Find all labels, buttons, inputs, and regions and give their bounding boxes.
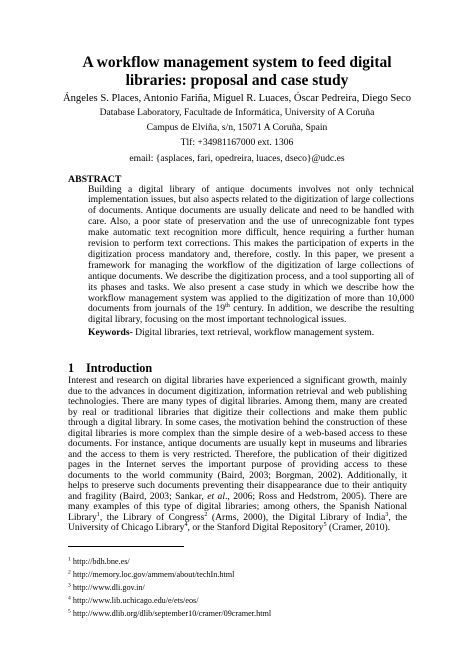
footnote-number: 5: [68, 608, 71, 615]
footnote-2: [68, 568, 271, 581]
section-number: 1: [68, 361, 75, 375]
footnote-ref-4: 4: [184, 520, 188, 528]
section-heading-introduction: [68, 361, 152, 375]
footnote-ref-2: 2: [204, 510, 208, 518]
abstract-body: [88, 185, 414, 327]
footnote-url: http://bdh.bne.es/: [70, 557, 130, 566]
intro-text-7: (Cramer, 2010).: [326, 522, 391, 533]
footnote-5: [68, 607, 271, 620]
footnote-ref-5: 5: [323, 520, 327, 528]
phone-number: Tlf: +34981167000 ext. 1306: [180, 137, 294, 148]
affiliation-address: Campus de Elviña, s/n, 15071 A Coruña, Spain: [146, 122, 328, 133]
footnote-number: 4: [68, 595, 71, 602]
intro-text-4: (Arms, 2000), the Digital Library of India: [207, 511, 386, 523]
affiliation-lab: Database Laboratory, Facultade de Informática, University of A Coruña: [99, 107, 375, 118]
abstract-text-part-2: century. In addition, we describe the resulting digital library, focusing on the most important technological issues.: [88, 303, 414, 326]
introduction-paragraph: [68, 376, 407, 534]
ordinal-suffix: th: [225, 302, 230, 310]
email-addresses: email: {asplaces, fari, opedreira, luaces, dseco}@udc.es: [129, 153, 345, 164]
footnote-1: [68, 555, 271, 568]
footnotes-list: [68, 555, 271, 620]
intro-text-5: , the University of Chicago Library: [68, 511, 407, 533]
footnote-3: [68, 581, 271, 594]
intro-text-6: , or the Stanford Digital Repository: [187, 522, 324, 533]
abstract-text-part-1: Building a digital library of antique documents involves not only technical implementation issues, but also aspects related to the digitization of large collections of documents. Antique documents are usually delicate and need to be handled with care. Also, a poor state of preservation and the use of unrecognizable font types make automatic text recognition more difficult, hence requiring a further human revision to perform text corrections. This makes the participation of experts in the digitization process mandatory and, therefore, costly. In this paper, we present a framework for managing the workflow of the digitization of large collections of antique documents. We describe the digitization process, and a tool supporting all of its phases and tasks. We also present a case study in which we describe how the workflow management system was applied to the digitization of more than 10,000 documents from journals of the 19: [88, 183, 414, 315]
keywords-label: Keywords-: [88, 327, 133, 338]
footnote-number: 1: [68, 556, 71, 563]
footnote-divider: [68, 546, 184, 547]
footnote-ref-1: 1: [96, 510, 100, 518]
author-list: Ángeles S. Places, Antonio Fariña, Miguel R. Luaces, Óscar Pedreira, Diego Seco: [62, 93, 412, 104]
footnote-4: [68, 594, 271, 607]
footnote-number: 2: [68, 569, 71, 576]
footnote-url: http://memory.loc.gov/ammem/about/techIn.html: [70, 570, 235, 579]
intro-text-2: ., 2006; Ross and Hedstrom, 2005). There are many examples of this type of digital libraries; among others, the Spanish National Library: [68, 490, 407, 523]
section-title: Introduction: [86, 361, 153, 375]
abstract-heading: ABSTRACT: [68, 174, 122, 185]
footnote-ref-3: 3: [385, 510, 389, 518]
footnote-number: 3: [68, 582, 71, 589]
paper-title: [40, 54, 434, 90]
footnote-url: http://www.dlib.org/dlib/september10/cramer/09cramer.html: [70, 609, 272, 618]
footnote-url: http://www.dli.gov.in/: [70, 583, 145, 592]
keywords-line: [88, 327, 418, 338]
paper-title-line-2: libraries: proposal and case study: [125, 72, 349, 89]
footnote-url: http://www.lib.uchicago.edu/e/ets/eos/: [70, 596, 199, 605]
paper-title-line-1: A workflow management system to feed digital: [82, 54, 392, 71]
intro-text-3: , the Library of Congress: [99, 511, 205, 523]
intro-et-al: et al: [207, 490, 226, 502]
intro-text-1: Interest and research on digital libraries have experienced a significant growth, mainly due to the advances in document digitization, information retrieval and web publishing technologies. There are many types of digital libraries. Among them, many are created by real or traditional libraries that digitize their collections and make them public through a digital library. In some cases, the motivation behind the construction of these digital libraries is more complex than the simple desire of a web-based access to these documents. For instance, antique documents are usually kept in museums and libraries and the access to them is very restricted. Therefore, the publication of their digitized pages in the Internet serves the important purpose of providing access to these documents to the world community (Baird, 2003; Borgman, 2002). Additionally, it helps to preserve such documents preventing their disappearance due to their antiquity and fragility (Baird, 2003; Sankar,: [68, 375, 407, 502]
keywords-text: Digital libraries, text retrieval, workflow management system.: [132, 327, 375, 338]
